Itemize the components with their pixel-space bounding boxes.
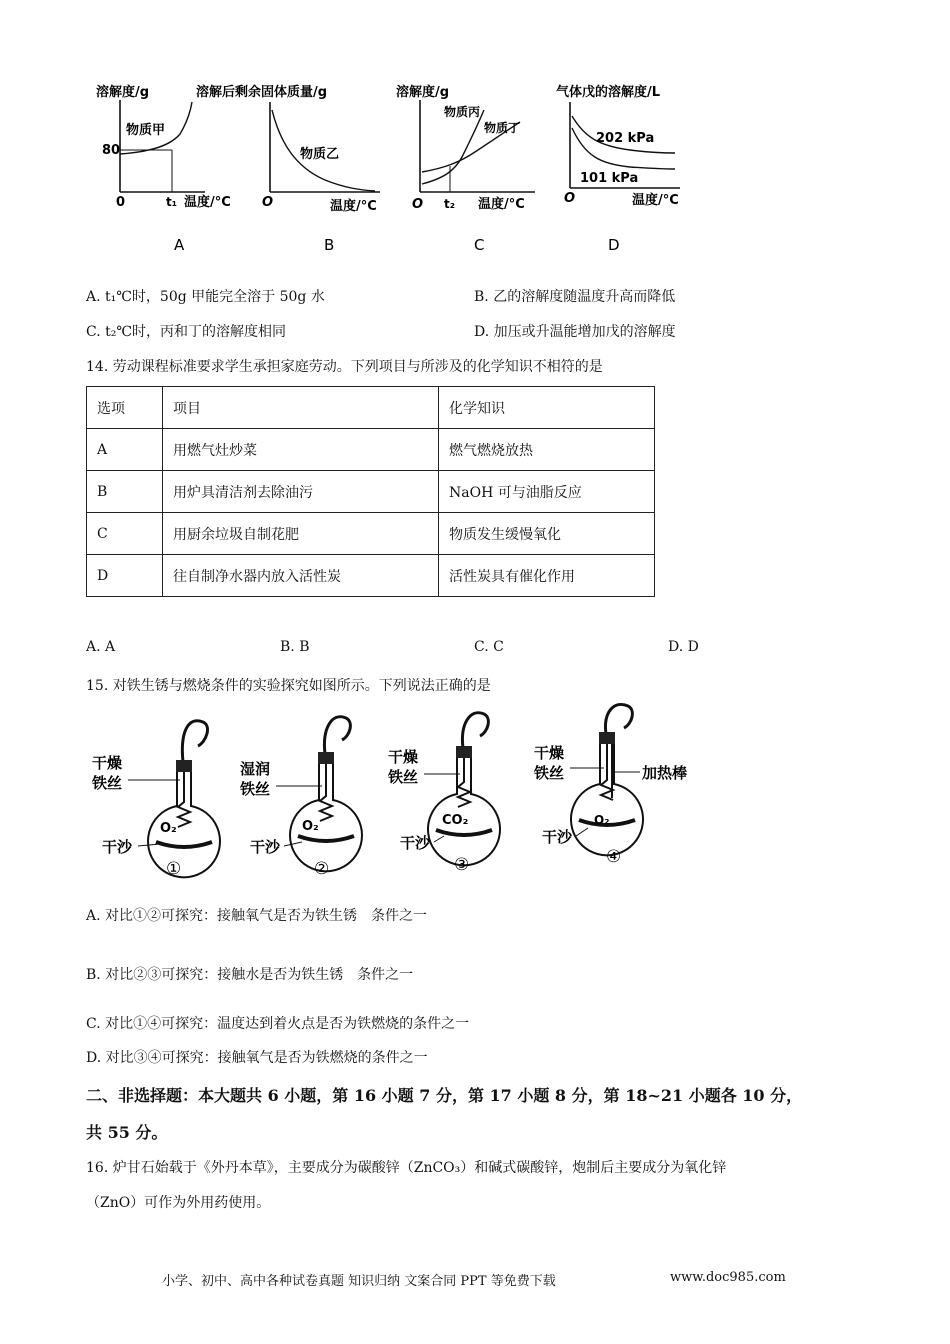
flask-4-wire-label-1: 干燥 [534,744,565,762]
chart-c-curve-bing [422,110,484,184]
table-cell: 用燃气灶炒菜 [163,429,439,471]
flask-3-stopper [456,746,472,758]
flask-3-tube [462,713,488,748]
chart-a-xlabel: 温度/°C [184,195,231,210]
chart-a-origin: 0 [116,195,126,210]
table-cell: 物质发生缓慢氧化 [439,513,655,555]
chart-d-curve2-label: 101 kPa [580,171,639,186]
flask-2-wire-label-2: 铁丝 [240,780,271,798]
flask-2-wire-label-1: 湿润 [240,760,271,778]
q13-option-c: C. t₂℃时，丙和丁的溶解度相同 [86,324,287,340]
table-cell: NaOH 可与油脂反应 [439,471,655,513]
chart-c-curve1-label: 物质丙 [444,105,481,119]
q14-stem: 14. 劳动课程标准要求学生承担家庭劳动。下列项目与所涉及的化学知识不相符的是 [86,359,603,375]
flask-1-number: ① [166,859,182,879]
chart-a-xtick: t₁ [166,195,177,209]
flask-1-sand [156,842,212,847]
flask-2-gas: O₂ [302,819,319,834]
flask-3-number: ③ [454,855,470,875]
chart-a-curve-label: 物质甲 [126,123,166,138]
section-heading-line-1: 二、非选择题：本大题共 6 小题，第 16 小题 7 分，第 17 小题 8 分，第 18~21 小题各 10 分， [86,1086,803,1105]
flask-3-sand [436,830,492,835]
flask-3-wire-label-1: 干燥 [388,748,419,766]
flask-1-stopper [176,760,192,772]
flask-2-stopper [318,752,334,764]
q14-answer-a: A. A [86,639,116,655]
q15-option-c: C. 对比①④可探究：温度达到着火点是否为铁燃烧的条件之一 [86,1016,470,1032]
table-cell: 燃气燃烧放热 [439,429,655,471]
chart-b-origin: O [262,195,274,210]
chart-b-xlabel: 温度/°C [330,199,377,214]
flask-2-sand-label: 干沙 [250,838,281,856]
flask-1-sand-label: 干沙 [102,838,133,856]
chart-c-xlabel: 温度/°C [478,197,525,212]
q15-option-d: D. 对比③④可探究：接触氧气是否为铁燃烧的条件之一 [86,1050,428,1066]
footer-url[interactable]: www.doc985.com [670,1270,786,1285]
chart-c-letter: C [474,236,485,254]
chart-a-letter: A [174,236,185,254]
flask-1-tube [182,721,207,762]
q15-option-a: A. 对比①②可探究：接触氧气是否为铁生锈 条件之一 [86,908,428,924]
flask-2-wire [320,764,332,821]
chart-c-xtick: t₂ [444,197,455,211]
flask-1-wire-label-1: 干燥 [92,754,123,772]
table-cell: D [87,555,163,597]
q15-stem: 15. 对铁生锈与燃烧条件的实验探究如图所示。下列说法正确的是 [86,678,491,694]
q16-line-2: （ZnO）可作为外用药使用。 [86,1195,271,1211]
table-cell: 活性炭具有催化作用 [439,555,655,597]
chart-a-ytick: 80 [102,143,121,158]
solubility-charts [80,72,720,262]
flask-2 [239,717,362,879]
flask-3-sand-label: 干沙 [400,834,431,852]
flask-4-sand-pointer [576,828,588,836]
flask-2-sand-pointer [284,842,302,846]
chart-d [556,84,680,254]
flask-1-gas: O₂ [160,821,177,836]
chart-d-curve1-label: 202 kPa [596,131,655,146]
q15-option-b: B. 对比②③可探究：接触水是否为铁生锈 条件之一 [86,967,414,983]
flask-2-number: ② [314,859,330,879]
section-heading-line-2: 共 55 分。 [86,1123,168,1142]
chart-c [396,84,535,254]
flask-4 [533,704,687,867]
q13-option-a: A. t₁℃时，50g 甲能完全溶于 50g 水 [86,289,325,305]
chart-c-curve2-label: 物质丁 [484,121,521,135]
chart-d-origin: O [564,191,576,206]
table-cell: B [87,471,163,513]
table-row [87,555,655,597]
flask-4-rod-label: 加热棒 [642,764,688,782]
flask-3 [387,713,500,875]
table-cell: 用炉具清洁剂去除油污 [163,471,439,513]
table-cell: 往自制净水器内放入活性炭 [163,555,439,597]
chart-c-origin: O [412,197,424,212]
flask-4-gas: O₂ [594,813,610,827]
flask-4-wire-label-2: 铁丝 [534,764,565,782]
table-cell: A [87,429,163,471]
flask-3-gas: CO₂ [442,813,469,828]
flask-2-tube [324,717,350,754]
table-row [87,429,655,471]
flask-1 [91,721,220,879]
chart-b [196,84,380,254]
table-header-cell: 化学知识 [439,387,655,429]
chart-d-ylabel: 气体戊的溶解度/L [556,85,661,100]
q16-line-1: 16. 炉甘石始载于《外丹本草》，主要成分为碳酸锌（ZnCO₃）和碱式碳酸锌，炮制后主要成分为氧化锌 [86,1160,727,1176]
table-header-cell: 选项 [87,387,163,429]
chart-d-xlabel: 温度/°C [632,193,679,208]
flask-2-sand [298,836,354,841]
flask-4-stopper [599,732,615,744]
q13-option-d: D. 加压或升温能增加戊的溶解度 [474,324,676,340]
chart-b-ylabel: 溶解后剩余固体质量/g [196,85,328,100]
flask-3-wire-label-2: 铁丝 [388,768,419,786]
flask-4-number: ④ [606,847,622,867]
table-row [87,513,655,555]
flask-4-sand-label: 干沙 [542,828,573,846]
chart-c-ylabel: 溶解度/g [396,85,450,100]
q14-table [86,386,655,597]
q14-answer-b: B. B [280,639,310,655]
chart-a-ylabel: 溶解度/g [96,85,150,100]
flask-experiments [88,702,708,882]
table-header-cell: 项目 [163,387,439,429]
chart-b-curve-label: 物质乙 [300,147,340,162]
q14-answer-c: C. C [474,639,504,655]
table-cell: 用厨余垃圾自制花肥 [163,513,439,555]
q14-answer-d: D. D [668,639,699,655]
q13-option-b: B. 乙的溶解度随温度升高而降低 [474,289,676,305]
flask-1-wire-label-2: 铁丝 [92,774,123,792]
chart-b-letter: B [324,236,335,254]
flask-4-tube [606,704,633,734]
chart-a [96,84,231,254]
footer-text: 小学、初中、高中各种试卷真题 知识归纳 文案合同 PPT 等免费下载 [162,1274,556,1289]
table-row [87,471,655,513]
flask-3-wire [458,758,470,807]
flask-3-sand-pointer [434,836,444,842]
table-cell: C [87,513,163,555]
table-header-row [87,387,655,429]
chart-d-letter: D [608,236,620,254]
